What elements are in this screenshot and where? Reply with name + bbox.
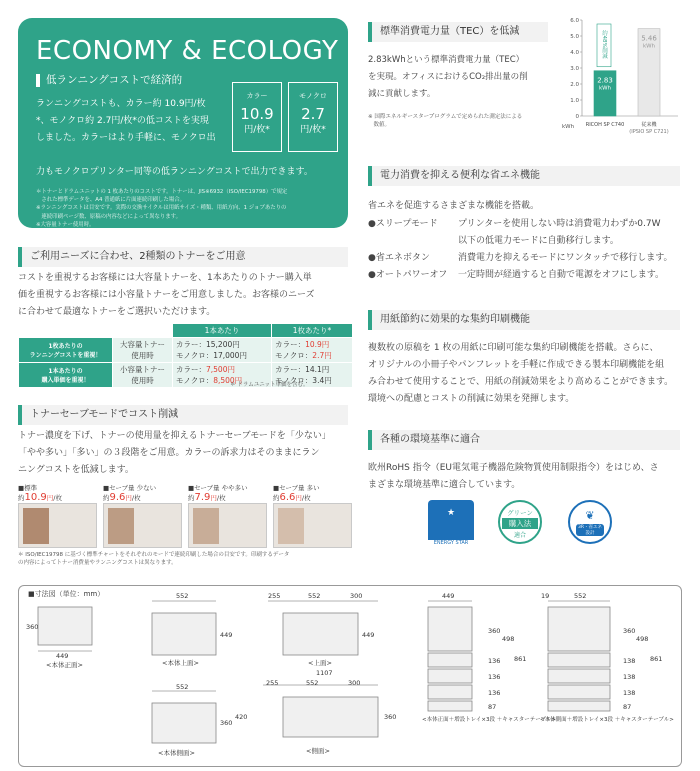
dim-label: 449 [220,631,233,639]
x-tick-label: RICOH SP C740 [585,122,625,128]
table-cell: カラー：7,500円 モノクロ：8,500円 [173,363,272,388]
dim-label: 861 [514,655,527,663]
bar-data-label: 5.46 [641,34,657,43]
color-cost-card: カラー 10.9 円/枚* [232,82,282,152]
y-tick-label: 6.0 [570,18,579,24]
eco-title: ECONOMY & ECOLOGY [36,36,339,66]
list-item: ●オートパワーオフ 一定時間が経過すると自動で電源をオフにします。 [368,270,665,280]
dim-caption: <本体上面> [162,659,199,667]
list-item: ●省エネボタン 消費電力を抑えるモードにワンタッチで移行します。 [368,253,673,263]
eco-notes: ＊トナーとドラムユニットの 1 枚あたりのコストです。トナーは、JIS※6932（ISO/IEC19798）で規定 された標準データを、A4 普通紙に片面連続印刷した場合。 ※ランニングコストは目安です。実際の交換サイクルは用紙サイズ・種類、用紙方向、1 ジョブあたりの 連続印刷ページ数、原稿の内容などによって異なります。 ※大容量トナー使用時。 [36,189,288,228]
dim-label: 255 [266,679,279,687]
sample-print-image [103,503,182,548]
dim-label: 136 [488,673,501,681]
save-mode-high: ■セーブ量 多い 約6.6円/枚 [273,483,355,548]
dim-label: 552 [306,679,319,687]
dim-label: 136 [488,689,501,697]
bar-data-label: 2.83 [597,76,613,85]
tec-heading: 標準消費電力量（TEC）を低減 [368,22,548,42]
dim-label: 87 [488,703,497,711]
leaf-icon: ❦ [585,509,595,522]
dimensions-title: ■寸法図（単位：mm） [28,590,105,598]
tec-body: 2.83kWhという標準消費電力量（TEC） を実現。オフィスにおけるCO₂排出量の削 減に貢献します。 [368,55,528,99]
power-intro: 省エネを促進するさまざまな機能を搭載。 [368,201,540,211]
dim-label: 420 [235,713,248,721]
three-r-logo: ❦ 3R・省エネ設計 [568,500,612,544]
env-heading: 各種の環境基準に適合 [368,430,680,450]
dim-caption: <上面> [308,659,332,667]
bar-data-label: kWh [642,43,656,50]
dimension-drawings [18,585,682,767]
eco-panel [18,18,348,228]
dim-caption: <本体側面＋増設トレイ×3段 ＋キャスターテーブル> [540,717,674,723]
tec-bar-chart [558,12,684,157]
dim-label: 360 [384,713,397,721]
tec-note: ※ 国際エネルギースタープログラムで定められた測定法による 数値。 [368,114,523,128]
dim-label: 449 [442,592,455,600]
save-mode-standard: ■標準 約10.9円/枚 [18,483,100,548]
energy-star-logo: ★ ENERGY STAR [428,500,474,546]
dim-label: 360 [26,623,39,631]
dim-label: 449 [56,652,69,660]
table-row-name: 大容量トナー 使用時 [113,338,173,363]
dim-label: 552 [574,592,587,600]
sample-print-image [188,503,267,548]
dim-label: 552 [176,683,189,691]
dim-label: 136 [488,657,501,665]
paper-heading: 用紙節約に効果的な集約印刷機能 [368,310,680,330]
dim-caption: <本体正面＋増設トレイ×3段 ＋キャスターテーブル> [422,717,556,723]
dim-label: 449 [362,631,375,639]
x-tick-label: (IPSIO SP C721) [629,129,669,135]
env-body: 欧州RoHS 指令（EU電気電子機器危険物質使用制限指令）をはじめ、さ まざまな環境基準に適合しています。 [368,463,659,490]
toner-choice-heading: ご利用ニーズに合わせ、2種類のトナーをご用意 [18,247,348,267]
y-tick-label: 5.0 [570,34,579,40]
save-mode-low: ■セーブ量 少ない 約9.6円/枚 [103,483,185,548]
y-tick-label: 4.0 [570,50,579,56]
dim-label: 360 [488,627,501,635]
y-axis-label: kWh [562,124,575,130]
eco-body-last: 力もモノクロプリンター同等の低ランニングコストで出力できます。 [36,167,313,177]
paper-body: 複数枚の原稿を 1 枚の用紙に印刷可能な集約印刷機能を搭載。さらに、 オリジナルの小冊子やパンフレットを手軽に作成できる製本印刷機能を組 み合わせて使用することで、用紙の削減効果をより高めることができます。 環境への配慮とコストの削減に効果を発揮します。 [368,343,674,404]
toner-save-body: トナー濃度を下げ、トナーの使用量を抑えるトナーセーブモードを「少ない」 「やや多い」「多い」の３段階をご用意。カラーの訴求力はそのままにラン ニングコストを低減します。 [18,431,331,475]
power-heading: 電力消費を抑える便利な省エネ機能 [368,166,680,186]
sample-print-image [273,503,352,548]
dim-label: 255 [268,592,281,600]
sample-print-image [18,503,97,548]
dim-label: 552 [308,592,321,600]
dim-caption: <本体正面> [46,661,83,669]
y-tick-label: 1.0 [570,98,579,104]
power-list: ●スリープモード プリンターを使用しない時は消費電力わずか0.7W 以下の低電力モードに自動移行します。 ●省エネボタン 消費電力を抑えるモードにワンタッチで移行します。 ●オートパワーオフ 一定時間が経過すると自動で電源をオフにします。 [368,216,688,284]
eco-subtitle: 低ランニングコストで経済的 [36,72,182,87]
dim-label: 861 [650,655,663,663]
dim-label: 138 [623,689,636,697]
dim-label: 360 [623,627,636,635]
table-row-name: 小容量トナー 使用時 [113,363,173,388]
eco-body: ランニングコストも、カラー約 10.9円/枚 *、モノクロ約 2.7円/枚*の低コストを実現 しました。カラーはより手軽に、モノクロ出 [36,99,216,143]
dim-label: 498 [502,635,515,643]
toner-table [18,323,353,388]
table-cell: カラー：14.1円 モノクロ：3.4円 [272,363,353,388]
green-purchase-logo: グリーン 購入法 適合 [498,500,542,544]
dim-label: 552 [176,592,189,600]
x-tick-label: 従来機 [641,122,657,128]
dim-caption: <本体側面> [158,749,195,757]
table-row-tag: 1本あたりの 購入単価を重視！ [19,363,113,388]
dim-label: 138 [623,673,636,681]
y-tick-label: 0 [575,114,579,120]
reduction-annotation: 約48%削減 [601,30,607,59]
mono-cost-card: モノクロ 2.7 円/枚* [288,82,338,152]
dim-caption: <側面> [306,747,330,755]
save-mode-samples [18,483,358,545]
dim-label: 300 [350,592,363,600]
dim-label: 138 [623,657,636,665]
toner-save-note: ＊ ISO/IEC19798 に基づく標準チャートをそれぞれのモードで連続印刷した場合の目安です。印刷するデータ の内容によってトナー消費量やランニングコストは異なります。 [18,552,290,566]
save-mode-medium: ■セーブ量 やや多い 約7.9円/枚 [188,483,270,548]
bar-data-label: kWh [598,85,612,92]
toner-choice-body: コストを重視するお客様には大容量トナーを、1本あたりのトナー購入単 価を重視するお客様には小容量トナーをご用意しました。お客様のニーズ に合わせて最適なトナーをご選択いただけます。 [18,273,315,317]
y-tick-label: 3.0 [570,66,579,72]
toner-save-heading: トナーセーブモードでコスト削減 [18,405,348,425]
dim-label: 1107 [316,669,333,677]
table-head-per-page: 1枚あたり* [272,324,353,338]
table-cell: カラー：15,200円 モノクロ：17,000円 [173,338,272,363]
table-row-tag: 1枚あたりの ランニングコストを重視！ [19,338,113,363]
dim-label: 19 [541,592,550,600]
dim-label: 498 [636,635,649,643]
toner-table-note: ＊ ドラムユニット単価を含む。 [230,382,309,388]
table-head-per-cartridge: 1本あたり [173,324,272,338]
list-item: ●スリープモード プリンターを使用しない時は消費電力わずか0.7W [368,219,661,229]
dim-label: 300 [348,679,361,687]
dim-label: 87 [623,703,632,711]
dim-label: 360 [220,719,233,727]
table-cell: カラー：10.9円 モノクロ：2.7円 [272,338,353,363]
y-tick-label: 2.0 [570,82,579,88]
